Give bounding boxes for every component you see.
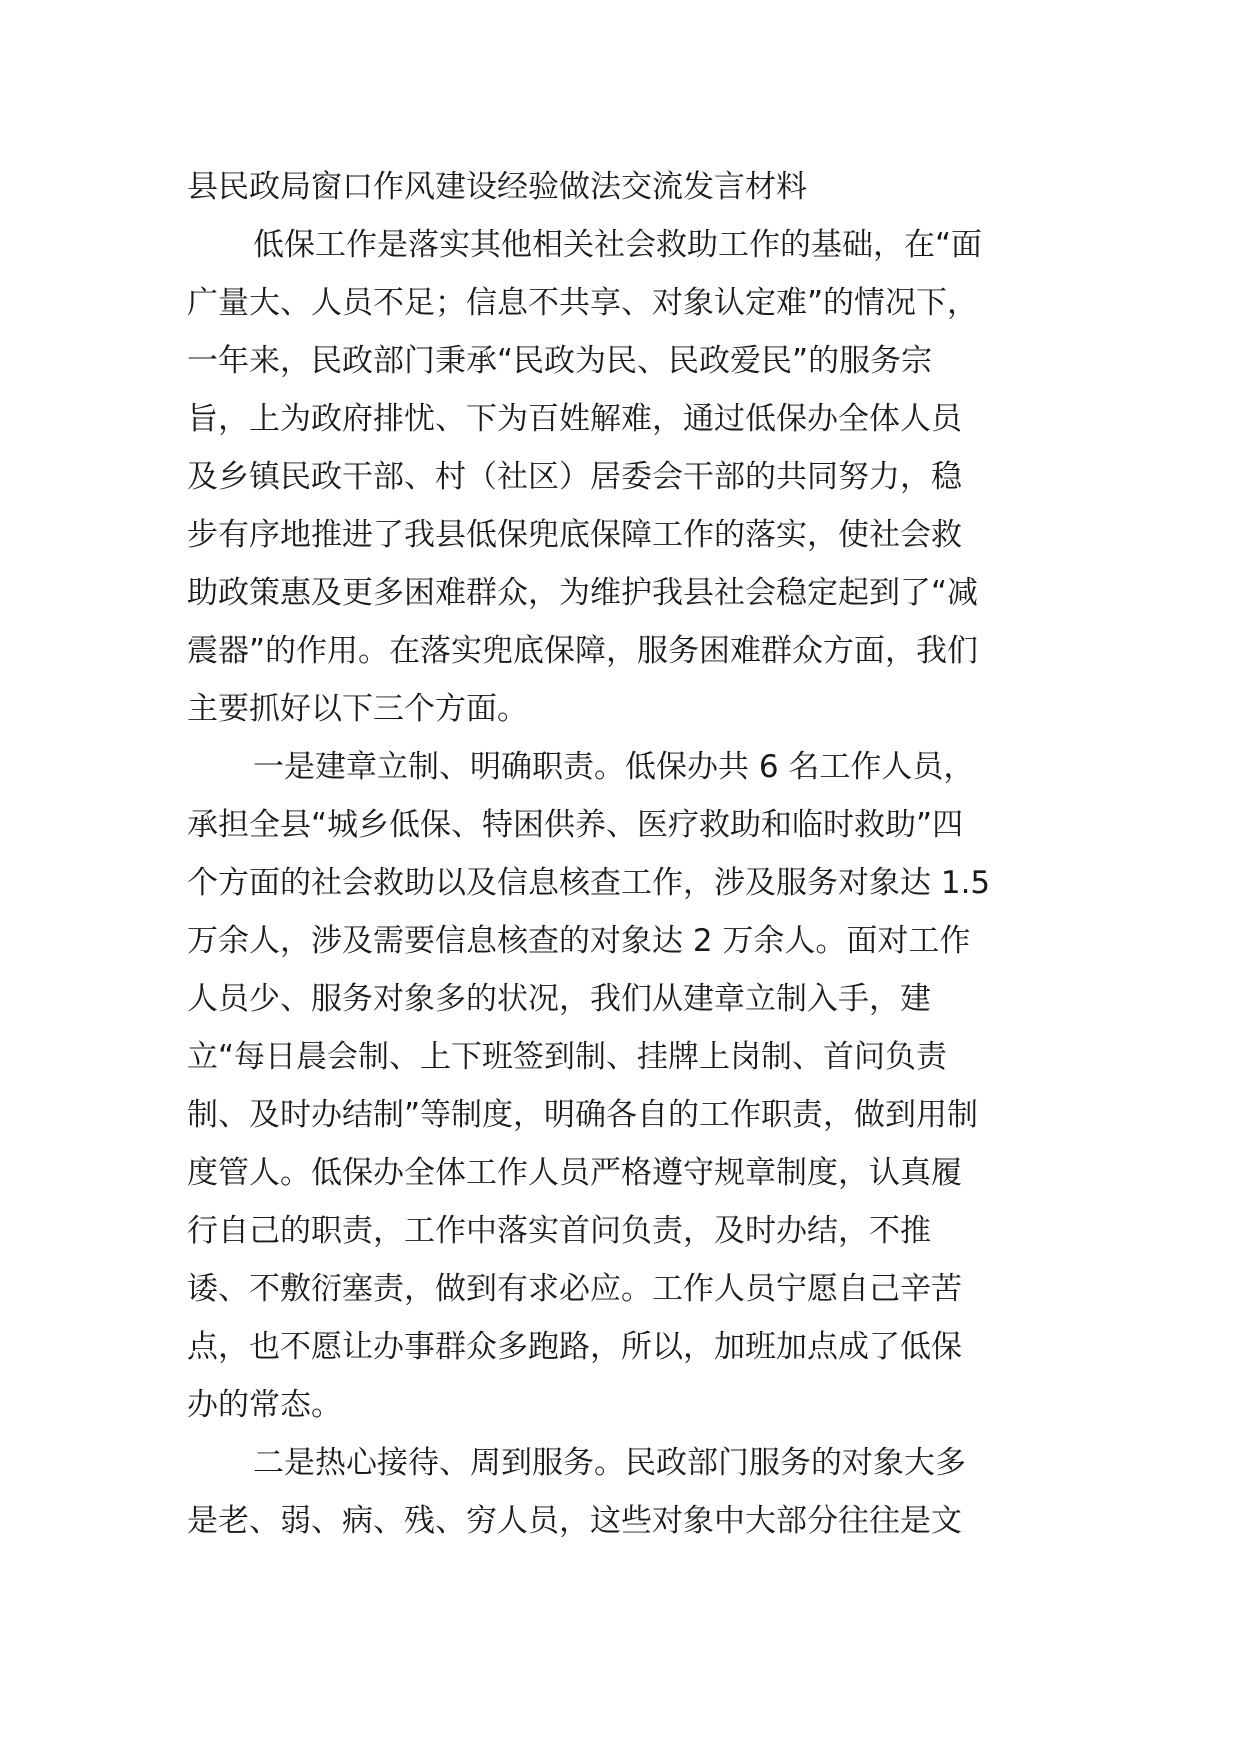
paragraph-line: 点，也不愿让办事群众多跑路，所以，加班加点成了低保 xyxy=(187,1329,962,1365)
paragraph-line: 二是热心接待、周到服务。民政部门服务的对象大多 xyxy=(253,1445,966,1481)
paragraph-line: 主要抓好以下三个方面。 xyxy=(187,691,528,727)
paragraph-line: 步有序地推进了我县低保兜底保障工作的落实，使社会救 xyxy=(187,517,962,553)
paragraph-line: 制、及时办结制”等制度，明确各自的工作职责，做到用制 xyxy=(187,1097,979,1133)
document-body xyxy=(187,158,1067,1550)
document-title: 县民政局窗口作风建设经验做法交流发言材料 xyxy=(187,169,807,205)
paragraph-line: 一年来，民政部门秉承“民政为民、民政爱民”的服务宗 xyxy=(187,343,933,379)
paragraph-line: 个方面的社会救助以及信息核查工作，涉及服务对象达 1.5 xyxy=(187,865,991,901)
paragraph-line: 是老、弱、病、残、穷人员，这些对象中大部分往往是文 xyxy=(187,1503,962,1539)
paragraph-line: 一是建章立制、明确职责。低保办共 6 名工作人员， xyxy=(253,749,975,785)
paragraph-line: 诿、不敷衍塞责，做到有求必应。工作人员宁愿自己辛苦 xyxy=(187,1271,962,1307)
paragraph-line: 立“每日晨会制、上下班签到制、挂牌上岗制、首问负责 xyxy=(187,1039,948,1075)
paragraph-line: 旨，上为政府排忧、下为百姓解难，通过低保办全体人员 xyxy=(187,401,962,437)
paragraph-line: 度管人。低保办全体工作人员严格遵守规章制度，认真履 xyxy=(187,1155,962,1191)
paragraph-line: 行自己的职责，工作中落实首问负责，及时办结，不推 xyxy=(187,1213,931,1249)
paragraph-line: 及乡镇民政干部、村（社区）居委会干部的共同努力，稳 xyxy=(187,459,962,495)
paragraph-line: 办的常态。 xyxy=(187,1387,342,1423)
paragraph-line: 广量大、人员不足；信息不共享、对象认定难”的情况下， xyxy=(187,285,979,321)
paragraph-line: 人员少、服务对象多的状况，我们从建章立制入手，建 xyxy=(187,981,931,1017)
paragraph-line: 低保工作是落实其他相关社会救助工作的基础，在“面 xyxy=(253,227,983,263)
paragraph-line: 万余人，涉及需要信息核查的对象达 2 万余人。面对工作 xyxy=(187,923,971,959)
paragraph-line: 助政策惠及更多困难群众，为维护我县社会稳定起到了“减 xyxy=(187,575,979,611)
paragraph-line: 震器”的作用。在落实兜底保障，服务困难群众方面，我们 xyxy=(187,633,979,669)
paragraph-line: 承担全县“城乡低保、特困供养、医疗救助和临时救助”四 xyxy=(187,807,964,843)
